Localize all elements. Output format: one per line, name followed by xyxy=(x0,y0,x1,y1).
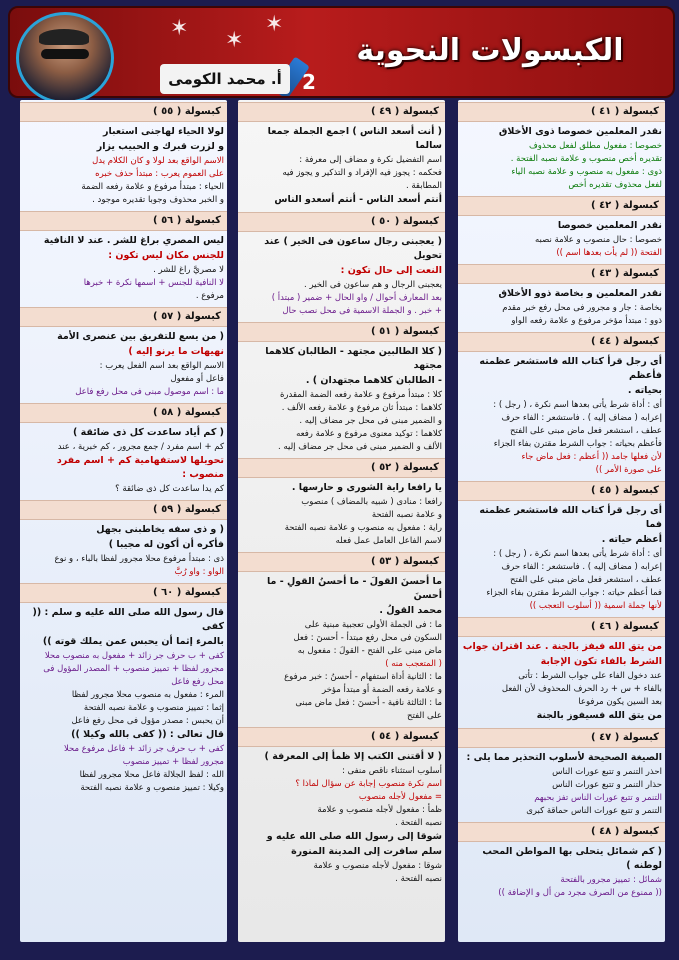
capsule-heading: كبسولة ( ٤٥ ) xyxy=(458,481,665,501)
capsule-line: الاسم الواقع بعد لولا و كان الكلام يدل xyxy=(92,156,224,166)
capsule-line: فما أعظم حياته : جواب الشرط مقترن بفاء الجزاء xyxy=(486,588,662,598)
capsule-line: ( أنت أسعد الناس ) اجمع الجملة جمعا سالما xyxy=(267,126,442,151)
capsule-line: التنمر و تتبع عورات الناس تفز بحبهم xyxy=(534,793,662,803)
capsule-line: سلم سافرت إلى المدينة المنورة xyxy=(291,846,442,857)
capsule-line: راية : مفعول به منصوب و علامة نصبه الفتحة xyxy=(284,523,442,533)
capsule xyxy=(238,458,445,550)
capsule-line: لا مصريَّ راغ للشر . xyxy=(153,265,224,275)
photo-hair xyxy=(39,29,89,45)
capsule-heading: كبسولة ( ٥٧ ) xyxy=(20,307,227,327)
capsule-line: الصيغة الصحيحة لأسلوب التحذير مما يلى : xyxy=(466,752,662,763)
capsule-line: الله : لفظ الجلالة فاعل محلا مجرور لفظا xyxy=(79,770,224,780)
capsule-line: يا رافعا راية الشورى و حارسها . xyxy=(291,482,442,493)
capsule-line: و علامة رفعه الضمة أو مبتدأ مؤخر xyxy=(321,685,442,695)
capsule-line: مجرور لفظا + تمييز منصوب + المصدر المؤول فى xyxy=(43,664,224,674)
capsule-heading: كبسولة ( ٥٢ ) xyxy=(238,458,445,478)
capsule-line: لا النافية للجنس + اسمها نكرة + خبرها xyxy=(83,278,224,288)
capsule xyxy=(20,500,227,581)
capsule-line: أسلوب استثناء ناقص منفى : xyxy=(341,766,442,776)
capsule-line: و علامة نصبه الفتحة xyxy=(371,510,442,520)
capsule-line: بالمرء إثما أن يحبس عمن يملك قوته )) xyxy=(42,636,224,647)
capsule-line: المطابقة . xyxy=(405,181,442,191)
capsule-line: كلاهما : مبتدأ ثان مرفوع و علامة رفعه الألف . xyxy=(281,403,442,413)
capsule-line: المرء : مفعول به منصوب محلا مجرور لفظا xyxy=(71,690,224,700)
capsule-line: احذر التنمر و تتبع عورات الناس xyxy=(552,767,662,777)
capsule-line: فحكمه : يجوز فيه الإفراد و التذكير و يجوز فيه xyxy=(282,168,442,178)
sparkle-icon: ✶ xyxy=(265,12,284,37)
capsule-line: (( ممنوع من الصرف مجرد من أل و الإضافة )) xyxy=(498,888,662,898)
capsule-line: الاسم الواقع بعد اسم الفعل يعرب : xyxy=(99,361,224,371)
capsule-line: ( كم شمائل يتحلى بها المواطن المحب لوطنه ) xyxy=(482,846,662,871)
capsule-line: نقدر المعلمين خصوصا xyxy=(557,220,662,231)
capsule-line: إعرابه ( مضاف إليه ) . فاستشعر : الفاء حرف xyxy=(501,562,662,572)
capsule-line: محمد القولُ . xyxy=(379,605,442,616)
capsule-line: قال رسول الله صلى الله عليه و سلم : (( كفى xyxy=(32,607,224,632)
capsule-heading: كبسولة ( ٤١ ) xyxy=(458,102,665,122)
page-title: الكبسولات النحوية xyxy=(356,33,624,68)
capsule-line: ما : الثالثة نافية - أحسنَ : فعل ماض مبنى xyxy=(295,698,442,708)
capsule-heading: كبسولة ( ٥١ ) xyxy=(238,322,445,342)
capsule-line: شوقا : مفعول لأجله منصوب و علامة xyxy=(313,861,442,871)
title-number: 2 xyxy=(302,70,316,94)
capsule xyxy=(20,403,227,498)
capsule-line: التنمر و تتبع عورات الناس حماقة كبرى xyxy=(526,806,662,816)
capsule xyxy=(238,102,445,210)
capsule-line: أى رجل قرأ كتاب الله فاستشعر عظمته فما xyxy=(479,505,662,530)
capsule-line: أى : أداة شرط يأتى بعدها اسم نكرة ، ( رجل ) : xyxy=(493,400,662,410)
capsule-line: عطف ، استشعر فعل ماض مبنى على الفتح xyxy=(510,426,662,436)
capsule-heading: كبسولة ( ٤٣ ) xyxy=(458,264,665,284)
capsule-line: ظمأ : مفعول لأجله منصوب و علامة xyxy=(317,805,442,815)
capsule-line: ( المتعجب منه ) xyxy=(385,659,442,669)
capsule-line: ليس المصري براغ للشر . عند لا النافية xyxy=(43,235,224,246)
capsule-line: ما : فى الجملة الأولى تعجبية مبنية على xyxy=(304,620,442,630)
capsule-line: فأعظم بحياته : جواب الشرط مقترن بفاء الجزاء xyxy=(493,439,662,449)
capsule-line: نصبه الفتحة . xyxy=(395,818,442,828)
capsule-line: نقدر المعلمين خصوصا ذوى الأخلاق xyxy=(498,126,662,137)
capsule-line: من يتق الله فيفز بالجنة . عند اقتران جواب xyxy=(462,641,662,652)
capsule-line: و الضمير مبنى فى محل جر مضاف إليه . xyxy=(299,416,442,426)
capsule-line: وكيلا : تمييز منصوب و علامة نصبه الفتحة xyxy=(80,783,224,793)
capsule-line: و الخبر محذوف وجوبا تقديره موجود . xyxy=(92,195,224,205)
capsule xyxy=(458,332,665,479)
footer-strip xyxy=(0,942,679,960)
capsule-line: كلا : مبتدأ مرفوع و علامة رفعه الضمة المقدرة xyxy=(279,390,442,400)
capsule-line: الألف و الضمير مبنى فى محل جر مضاف إليه . xyxy=(278,442,442,452)
capsule xyxy=(458,728,665,820)
author-name: أ. محمد الكومى xyxy=(160,64,290,94)
capsule-heading: كبسولة ( ٥٥ ) xyxy=(20,102,227,122)
capsule-line: لفعل محذوف تقديره أخص xyxy=(568,180,662,190)
capsule xyxy=(458,264,665,330)
capsule-line: للجنس مكان ليس تكون : xyxy=(108,250,224,261)
capsule-line: إثما : تمييز منصوب و علامة نصبه الفتحة xyxy=(83,703,224,713)
capsule-line: يعجبنى الرجال و هم ساعون فى الخير . xyxy=(304,280,442,290)
capsule xyxy=(458,617,665,726)
capsule-line: على العموم يعرب : مبتدأ حذف خبره xyxy=(95,169,224,179)
capsule-line: لأن فعلها جامد (( أعظم : فعل ماض جاء xyxy=(521,452,662,462)
capsule-line: ما : الثانية أداة استفهام - أحسنُ : خبر مرفوع xyxy=(284,672,442,682)
capsule-line: أعظم حياته . xyxy=(601,534,662,545)
capsule-line: شوقا إلى رسول الله صلى الله عليه و xyxy=(266,831,442,842)
capsule-line: ( من يسع للتفريق بين عنصرى الأمة xyxy=(57,331,224,342)
capsule-heading: كبسولة ( ٥٠ ) xyxy=(238,212,445,232)
capsule-line: ( و ذى سفه يخاطبنى بجهل xyxy=(96,524,224,535)
capsule-line: لولا الحياء لهاجنى استعبار xyxy=(103,126,224,137)
capsule-line: ما أحسنَ القولَ - ما أحسنُ القولِ - ما أحسنَ xyxy=(266,576,442,601)
capsule-line: لأنها جملة اسمية (( أسلوب التعجب )) xyxy=(529,601,662,611)
capsule xyxy=(458,481,665,615)
capsule-heading: كبسولة ( ٤٩ ) xyxy=(238,102,445,122)
capsule-line: ( يعجبنى رجال ساعون فى الخير ) عند تحويل xyxy=(264,236,442,261)
capsule-line: ذوو : مبتدأ مؤخر مرفوع و علامة رفعه الواو xyxy=(511,316,662,326)
capsule-line: النعت إلى حال تكون : xyxy=(340,265,442,276)
capsule-line: كم + اسم مفرد / جمع مجرور ، كم خبرية ، عند xyxy=(57,442,224,452)
capsule-line: بعد السين يكون مرفوعا xyxy=(578,697,662,707)
capsule-line: إعرابه ( مضاف إليه ) . فاستشعر : الفاء حرف xyxy=(501,413,662,423)
capsule-line: من يتق الله فسيفوز بالجنة xyxy=(536,710,662,721)
capsule xyxy=(458,822,665,902)
capsule xyxy=(458,196,665,262)
capsule-line: أى : أداة شرط يأتى بعدها اسم نكرة ، ( رجل ) : xyxy=(493,549,662,559)
capsule-line: رافعا : منادى ( شبيه بالمضاف ) منصوب xyxy=(301,497,442,507)
capsule-line: اسم نكرة منصوب إجابة عن سؤال لماذا ؟ xyxy=(295,779,442,789)
capsule-heading: كبسولة ( ٤٤ ) xyxy=(458,332,665,352)
capsule-line: على صورة الأمر )) xyxy=(595,465,662,475)
capsule-line: اسم التفضيل نكرة و مضاف إلى معرفة : xyxy=(299,155,442,165)
capsule xyxy=(238,727,445,888)
capsule-line: محل رفع فاعل xyxy=(171,677,224,687)
capsule-line: = مفعول لأجله منصوب xyxy=(358,792,442,802)
capsule-line: بعد المعارف أحوال / واو الحال + ضمير ( مبتدأ ) xyxy=(271,293,442,303)
capsule xyxy=(238,212,445,320)
capsule-line: عند دخول الفاء على جواب الشرط : تأتى xyxy=(518,671,662,681)
capsule-line: ماض مبنى على الفتح - القولَ : مفعول به xyxy=(297,646,442,656)
capsule-line: ذوى : مفعول به منصوب و علامة نصبه الياء xyxy=(511,167,662,177)
capsule-line: ( كم أياد ساعدت كل ذى ضائقة ) xyxy=(72,427,224,438)
photo-glasses xyxy=(41,49,89,59)
capsule-line: خصوصا : مفعول مطلق لفعل محذوف xyxy=(529,141,662,151)
capsule-line: فاعل أو مفعول xyxy=(170,374,224,384)
sparkle-icon: ✶ xyxy=(170,16,189,41)
capsule-line: ( كلا الطالبين مجتهد - الطالبان كلاهما مجتهد xyxy=(265,346,442,371)
capsule-heading: كبسولة ( ٥٩ ) xyxy=(20,500,227,520)
column-middle xyxy=(238,100,445,942)
capsule-line: تحويلها لاستفهامية كم + اسم مفرد منصوب : xyxy=(56,455,224,480)
capsule-line: فأكره أن أكون له مجيبا ) xyxy=(108,539,224,550)
author-photo xyxy=(16,12,114,104)
capsule-line: ذى : مبتدأ مرفوع محلا مجرور لفظا بالباء ، و نوع xyxy=(54,554,224,564)
capsule-line: الواو : واو رُبَّ xyxy=(174,567,224,577)
capsule-line: كفى + ب حرف جر زائد + فاعل مرفوع محلا xyxy=(63,744,224,754)
capsule-line: الفتحة (( لم يأت بعدها اسم )) xyxy=(556,248,662,258)
capsule-line: بخاصة : جار و مجرور فى محل رفع خبر مقدم xyxy=(502,303,662,313)
capsule-line: كلاهما : توكيد معنوى مرفوع و علامة رفعه xyxy=(296,429,442,439)
capsule-line: نصبه الفتحة . xyxy=(395,874,442,884)
capsule-line: نقدر المعلمين و بخاصة ذوو الأخلاق xyxy=(498,288,662,299)
capsule-heading: كبسولة ( ٦٠ ) xyxy=(20,583,227,603)
sparkle-icon: ✶ xyxy=(225,28,244,53)
capsule-line: ما : اسم موصول مبنى فى محل رفع فاعل xyxy=(75,387,224,397)
capsule-line: على الفتح xyxy=(407,711,442,721)
capsule xyxy=(238,322,445,456)
capsule-line: مجرور لفظا + تمييز منصوب xyxy=(122,757,224,767)
capsule-heading: كبسولة ( ٤٦ ) xyxy=(458,617,665,637)
capsule-heading: كبسولة ( ٥٦ ) xyxy=(20,211,227,231)
capsule-line: و لزرت قبرك و الحبيب يزار xyxy=(96,141,224,152)
capsule-line: نهيهات ما يرنو إليه ) xyxy=(128,346,224,357)
capsule-line: أنتم أسعد الناس - أنتم أسعدو الناس xyxy=(274,194,442,205)
capsule xyxy=(20,583,227,797)
capsule-heading: كبسولة ( ٥٨ ) xyxy=(20,403,227,423)
capsule-line: مرفوع . xyxy=(195,291,224,301)
capsule-heading: كبسولة ( ٥٤ ) xyxy=(238,727,445,747)
column-left xyxy=(20,100,227,942)
capsule-heading: كبسولة ( ٤٧ ) xyxy=(458,728,665,748)
capsule-line: - الطالبان كلاهما مجتهدان ) . xyxy=(305,375,442,386)
capsule-line: بحياته . xyxy=(627,385,662,396)
capsule-line: الشرط بالفاء تكون الإجابة xyxy=(540,656,662,667)
capsule-line: بالفاء + س + رد الحرف المحذوف لأن الفعل xyxy=(501,684,662,694)
capsule-line: أن يحبس : مصدر مؤول فى محل رفع فاعل xyxy=(71,716,224,726)
capsule-line: ( لا أقتنى الكتب إلا ظمأ إلى المعرفة ) xyxy=(264,751,442,762)
capsule-line: لاسم الفاعل العامل عمل فعله xyxy=(335,536,442,546)
capsule-line: شمائل : تمييز مجرور بالفتحة xyxy=(560,875,662,885)
capsule-heading: كبسولة ( ٥٣ ) xyxy=(238,552,445,572)
capsule xyxy=(458,102,665,194)
capsule xyxy=(20,211,227,305)
capsule xyxy=(238,552,445,725)
capsule-line: + خبر . و الجملة الاسمية فى محل نصب حال xyxy=(282,306,442,316)
capsule-line: كفى + ب حرف جر زائد + مفعول به منصوب محلا xyxy=(44,651,224,661)
capsule-line: خصوصا : حال منصوب و علامة نصبه xyxy=(534,235,662,245)
capsule-line: تقديره أخص منصوب و علامة نصبه الفتحة . xyxy=(510,154,662,164)
capsule-line: كم يدا ساعدت كل ذى ضائقة ؟ xyxy=(115,484,224,494)
capsule xyxy=(20,102,227,209)
capsule-line: الحياء : مبتدأ مرفوع و علامة رفعه الضمة xyxy=(81,182,224,192)
capsule-heading: كبسولة ( ٤٢ ) xyxy=(458,196,665,216)
capsule-line: السكون فى محل رفع مبتدأ - أحسنَ : فعل xyxy=(293,633,442,643)
capsule-line: قال تعالى : (( كفى بالله وكيلا )) xyxy=(71,729,224,740)
capsule-line: أى رجل قرأ كتاب الله فاستشعر عظمته فأعظم xyxy=(479,356,662,381)
capsule-line: حذار التنمر و تتبع عورات الناس xyxy=(552,780,662,790)
capsule-heading: كبسولة ( ٤٨ ) xyxy=(458,822,665,842)
column-right xyxy=(458,100,665,942)
capsule xyxy=(20,307,227,401)
capsule-line: عطف ، استشعر فعل ماض مبنى على الفتح xyxy=(510,575,662,585)
